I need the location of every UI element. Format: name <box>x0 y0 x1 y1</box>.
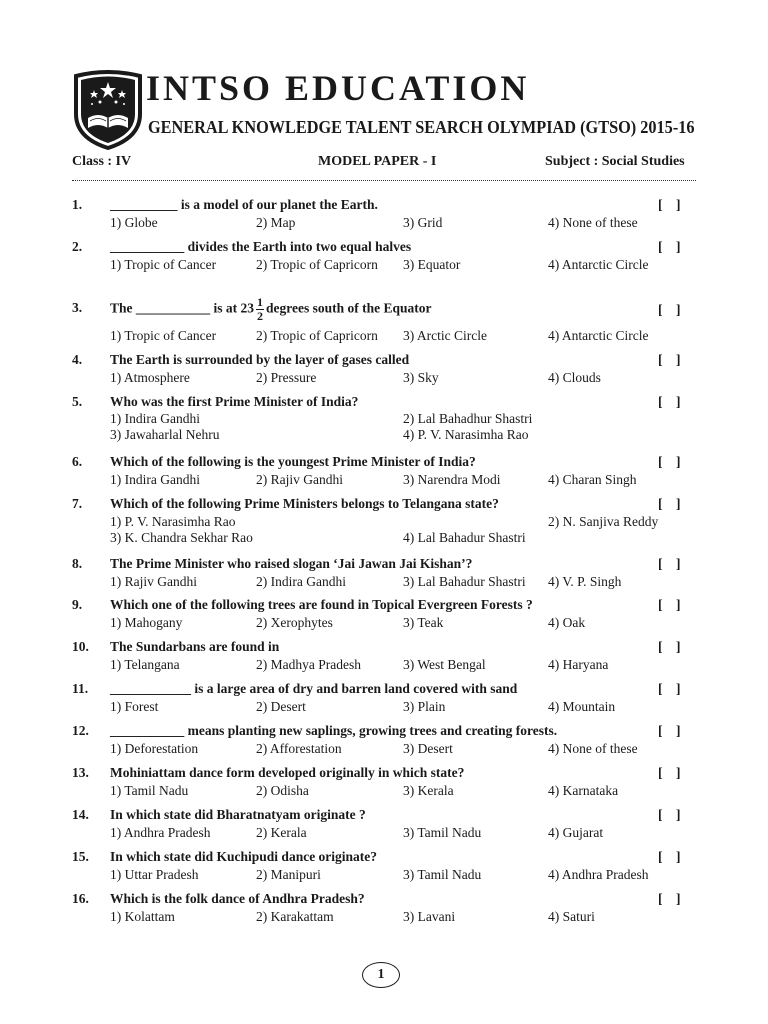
answer-bracket: [ ] <box>658 597 681 612</box>
answer-bracket: [ ] <box>658 302 681 317</box>
answer-bracket: [ ] <box>658 849 681 864</box>
answer-option-2: 2) Lal Bahadhur Shastri <box>403 411 533 426</box>
question-number: 14. <box>72 807 89 822</box>
answer-option-2: 2) Kerala <box>256 825 307 840</box>
answer-option-4: 4) None of these <box>548 215 638 230</box>
question-number: 5. <box>72 394 83 409</box>
answer-option-4: 4) Saturi <box>548 909 595 924</box>
answer-option-2: 2) Manipuri <box>256 867 321 882</box>
question-text: The Sundarbans are found in <box>110 639 280 654</box>
answer-option-1: 1) Globe <box>110 215 158 230</box>
answer-option-4: 4) Haryana <box>548 657 609 672</box>
answer-option-3: 3) Grid <box>403 215 443 230</box>
answer-option-2: 2) Pressure <box>256 370 317 385</box>
answer-option-2: 2) Rajiv Gandhi <box>256 472 343 487</box>
answer-option-1: 1) Andhra Pradesh <box>110 825 211 840</box>
answer-option-4: 4) Oak <box>548 615 586 630</box>
answer-option-1: 1) Forest <box>110 699 159 714</box>
answer-option-1: 1) Tamil Nadu <box>110 783 189 798</box>
answer-option-1: 1) Tropic of Cancer <box>110 257 217 272</box>
question-text: Which of the following is the youngest Prime Minister of India? <box>110 454 476 469</box>
answer-option-3: 3) Lal Bahadur Shastri <box>403 574 526 589</box>
question-number: 8. <box>72 556 83 571</box>
answer-option-1: 1) Deforestation <box>110 741 199 756</box>
answer-option-2: 2) N. Sanjiva Reddy <box>548 514 659 529</box>
paper-info-bar <box>0 154 768 174</box>
answer-option-3: 3) Lavani <box>403 909 456 924</box>
question-number: 3. <box>72 300 83 315</box>
question-number: 6. <box>72 454 83 469</box>
answer-option-2: 2) Madhya Pradesh <box>256 657 361 672</box>
answer-option-4: 4) Antarctic Circle <box>548 257 649 272</box>
question-number: 15. <box>72 849 89 864</box>
answer-option-3: 3) Tamil Nadu <box>403 825 482 840</box>
answer-option-2: 2) Odisha <box>256 783 309 798</box>
answer-option-2: 2) Tropic of Capricorn <box>256 328 378 343</box>
header <box>70 66 700 156</box>
answer-option-3: 3) West Bengal <box>403 657 486 672</box>
answer-option-2: 2) Indira Gandhi <box>256 574 346 589</box>
answer-bracket: [ ] <box>658 496 681 511</box>
answer-bracket: [ ] <box>658 765 681 780</box>
answer-option-4: 4) Lal Bahadur Shastri <box>403 530 526 545</box>
question-text: Which is the folk dance of Andhra Pradesh? <box>110 891 365 906</box>
answer-option-4: 4) P. V. Narasimha Rao <box>403 427 529 442</box>
answer-bracket: [ ] <box>658 681 681 696</box>
answer-option-3: 3) Narendra Modi <box>403 472 501 487</box>
answer-option-2: 2) Xerophytes <box>256 615 333 630</box>
intso-shield-logo-icon <box>72 70 144 150</box>
answer-option-3: 3) Plain <box>403 699 446 714</box>
answer-option-2: 2) Afforestation <box>256 741 342 756</box>
fraction-half <box>256 296 264 323</box>
answer-option-1: 1) P. V. Narasimha Rao <box>110 514 236 529</box>
answer-option-1: 1) Indira Gandhi <box>110 411 200 426</box>
subject-label: Subject : Social Studies <box>545 154 685 169</box>
question-number: 10. <box>72 639 89 654</box>
question-text: ____________ is a large area of dry and barren land covered with sand <box>110 681 518 696</box>
dotted-divider <box>72 180 696 181</box>
answer-option-3: 3) Tamil Nadu <box>403 867 482 882</box>
question-text <box>110 296 432 323</box>
answer-option-3: 3) Desert <box>403 741 453 756</box>
answer-option-4: 4) Antarctic Circle <box>548 328 649 343</box>
fraction-numerator: 1 <box>257 295 264 309</box>
question-number: 7. <box>72 496 83 511</box>
answer-option-4: 4) Clouds <box>548 370 601 385</box>
answer-bracket: [ ] <box>658 352 681 367</box>
answer-option-1: 1) Telangana <box>110 657 180 672</box>
question-text-after: degrees south of the Equator <box>266 300 432 316</box>
answer-option-1: 1) Kolattam <box>110 909 175 924</box>
question-text: __________ is a model of our planet the Earth. <box>110 197 378 212</box>
question-number: 4. <box>72 352 83 367</box>
answer-option-2: 2) Map <box>256 215 296 230</box>
question-text: Which of the following Prime Ministers belongs to Telangana state? <box>110 496 499 511</box>
fraction-denominator: 2 <box>257 309 264 323</box>
question-text: Who was the first Prime Minister of India? <box>110 394 359 409</box>
answer-bracket: [ ] <box>658 394 681 409</box>
answer-option-3: 3) Sky <box>403 370 439 385</box>
answer-bracket: [ ] <box>658 723 681 738</box>
answer-option-4: 4) Karnataka <box>548 783 619 798</box>
question-text: In which state did Bharatnatyam originate ? <box>110 807 366 822</box>
answer-option-3: 3) K. Chandra Sekhar Rao <box>110 530 253 545</box>
answer-option-3: 3) Kerala <box>403 783 454 798</box>
exam-subtitle: GENERAL KNOWLEDGE TALENT SEARCH OLYMPIAD (GTSO) 2015-16 <box>148 117 695 137</box>
question-number: 12. <box>72 723 89 738</box>
answer-option-3: 3) Teak <box>403 615 444 630</box>
answer-option-1: 1) Atmosphere <box>110 370 190 385</box>
answer-option-2: 2) Tropic of Capricorn <box>256 257 378 272</box>
question-text: The Prime Minister who raised slogan ‘Jai Jawan Jai Kishan’? <box>110 556 473 571</box>
question-text: Mohiniattam dance form developed originally in which state? <box>110 765 465 780</box>
answer-option-1: 1) Rajiv Gandhi <box>110 574 197 589</box>
answer-bracket: [ ] <box>658 454 681 469</box>
answer-option-4: 4) Andhra Pradesh <box>548 867 649 882</box>
question-text: ___________ means planting new saplings, growing trees and creating forests. <box>110 723 558 738</box>
page-number: 1 <box>362 962 400 988</box>
answer-bracket: [ ] <box>658 807 681 822</box>
question-text: Which one of the following trees are found in Topical Evergreen Forests ? <box>110 597 533 612</box>
question-number: 1. <box>72 197 83 212</box>
brand-title: INTSO EDUCATION <box>146 68 530 108</box>
answer-option-1: 1) Mahogany <box>110 615 183 630</box>
question-text: The Earth is surrounded by the layer of gases called <box>110 352 410 367</box>
question-number: 16. <box>72 891 89 906</box>
answer-bracket: [ ] <box>658 639 681 654</box>
question-text: In which state did Kuchipudi dance originate? <box>110 849 378 864</box>
question-text-before: The ___________ is at 23 <box>110 300 255 316</box>
question-number: 11. <box>72 681 89 696</box>
answer-option-2: 2) Karakattam <box>256 909 334 924</box>
paper-label: MODEL PAPER - I <box>318 154 437 169</box>
answer-option-4: 4) Mountain <box>548 699 616 714</box>
answer-option-4: 4) None of these <box>548 741 638 756</box>
answer-bracket: [ ] <box>658 556 681 571</box>
answer-option-2: 2) Desert <box>256 699 306 714</box>
answer-option-4: 4) V. P. Singh <box>548 574 622 589</box>
answer-option-1: 1) Tropic of Cancer <box>110 328 217 343</box>
question-number: 2. <box>72 239 83 254</box>
answer-option-3: 3) Equator <box>403 257 461 272</box>
answer-bracket: [ ] <box>658 239 681 254</box>
question-number: 13. <box>72 765 89 780</box>
question-text: ___________ divides the Earth into two equal halves <box>110 239 412 254</box>
answer-option-4: 4) Gujarat <box>548 825 604 840</box>
answer-bracket: [ ] <box>658 197 681 212</box>
answer-option-1: 1) Uttar Pradesh <box>110 867 199 882</box>
answer-option-3: 3) Jawaharlal Nehru <box>110 427 220 442</box>
answer-option-1: 1) Indira Gandhi <box>110 472 200 487</box>
question-number: 9. <box>72 597 83 612</box>
answer-option-3: 3) Arctic Circle <box>403 328 487 343</box>
answer-bracket: [ ] <box>658 891 681 906</box>
class-label: Class : IV <box>72 154 132 169</box>
answer-option-4: 4) Charan Singh <box>548 472 637 487</box>
